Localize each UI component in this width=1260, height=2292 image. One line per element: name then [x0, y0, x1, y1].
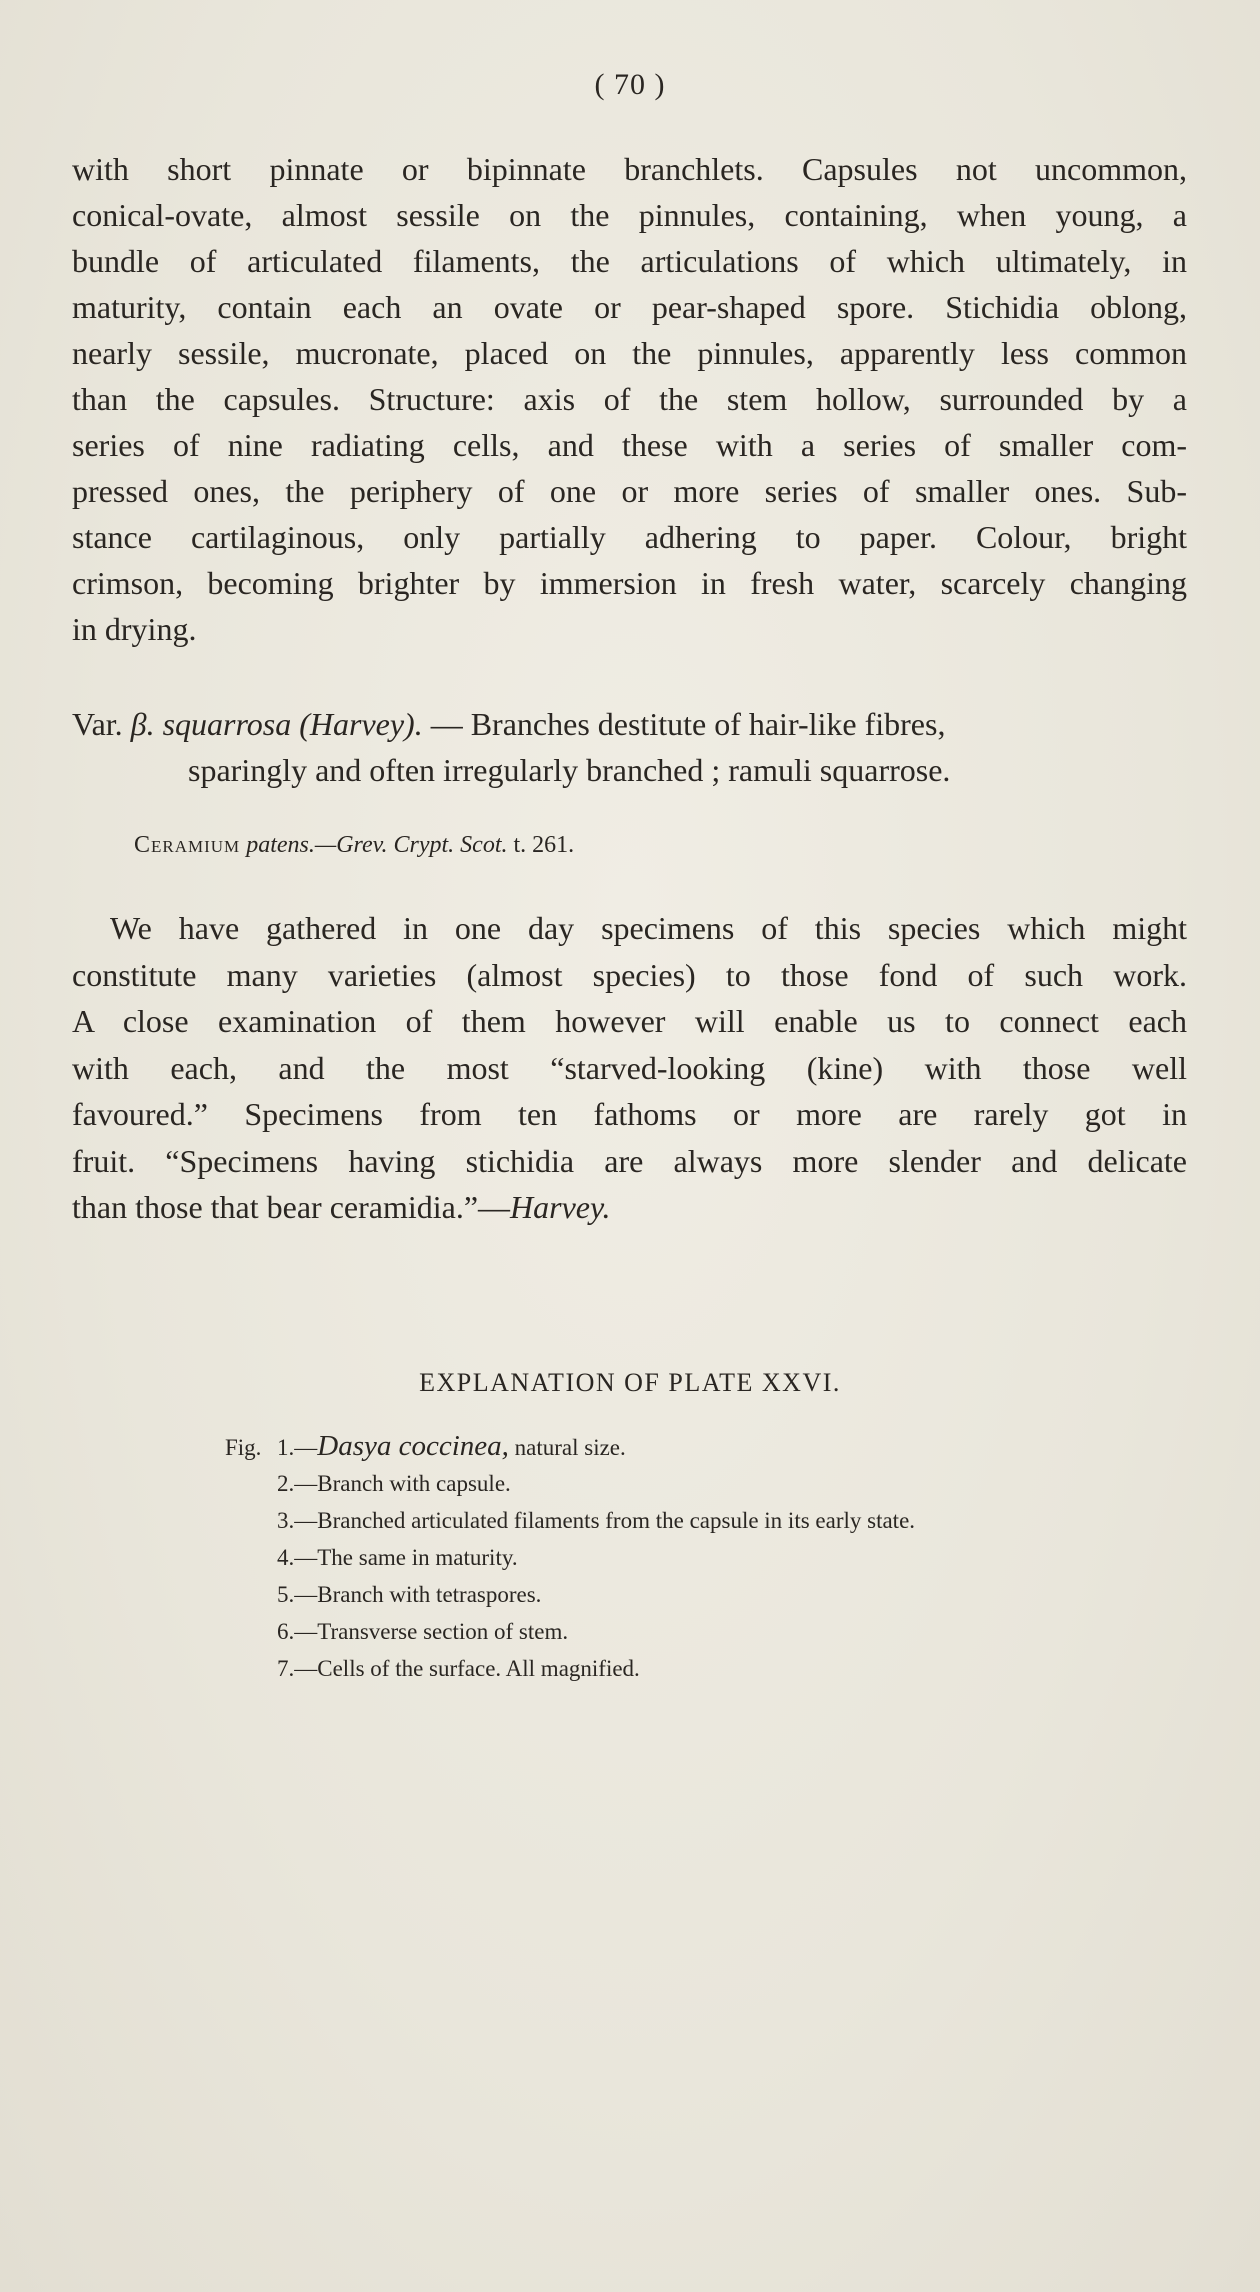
item-text: Branch with capsule. — [317, 1471, 511, 1496]
description-paragraph — [72, 146, 1187, 652]
synonym-genus: Ceramium — [134, 832, 241, 858]
item-text: Cells of the surface. All magnified. — [317, 1656, 640, 1681]
plate-item — [225, 1465, 915, 1502]
item-text: Branch with tetraspores. — [317, 1582, 542, 1607]
observation-paragraph — [72, 905, 1187, 1231]
variety-entry — [72, 701, 1187, 793]
text-line: crimson, becoming brighter by immersion in fresh water, scarcely changing — [72, 565, 1187, 601]
plate-item — [225, 1502, 915, 1539]
variety-greek: β. — [130, 706, 155, 742]
variety-prefix: Var. — [72, 706, 123, 742]
variety-authority: (Harvey). — [299, 706, 423, 742]
item-number: 2.— — [277, 1471, 318, 1496]
text-line: We have gathered in one day specimens of this species which might — [110, 910, 1187, 946]
text-line: constitute many varieties (almost species) to those fond of such work. — [72, 956, 1187, 993]
item-text: Transverse section of stem. — [317, 1619, 569, 1644]
item-number: 7.— — [277, 1656, 318, 1681]
text-line: bundle of articulated filaments, the articulations of which ultimately, in — [72, 243, 1187, 279]
text-line: favoured.” Specimens from ten fathoms or more are rarely got in — [72, 1096, 1187, 1132]
item-text: Branched articulated filaments from the capsule in its early state. — [317, 1508, 916, 1533]
plate-item — [225, 1428, 915, 1465]
plate-item — [225, 1539, 915, 1576]
text-line-last — [72, 1184, 1187, 1231]
item-number: 4.— — [277, 1545, 318, 1570]
plate-item — [225, 1650, 915, 1687]
item-number: 6.— — [277, 1619, 318, 1644]
synonym-reference — [134, 830, 574, 860]
last-line-text: than those that bear ceramidia.”— — [72, 1189, 511, 1225]
item-number: 3.— — [277, 1508, 318, 1533]
text-line: with each, and the most “starved-looking (kine) with those well — [72, 1049, 1187, 1086]
item-text: The same in maturity. — [317, 1545, 518, 1570]
text-line: conical-ovate, almost sessile on the pinnules, containing, when young, a — [72, 197, 1187, 233]
item-text: natural size. — [508, 1435, 626, 1460]
item-number: 5.— — [277, 1582, 318, 1607]
plate-explanation-list — [225, 1428, 915, 1687]
variety-name: squarrosa — [162, 706, 292, 742]
text-line: pressed ones, the periphery of one or more series of smaller ones. Sub- — [72, 473, 1187, 509]
page-number: ( 70 ) — [594, 68, 666, 101]
text-line: series of nine radiating cells, and these with a series of smaller com- — [72, 427, 1187, 463]
synonym-species: patens.—Grev. Crypt. Scot. — [246, 832, 508, 858]
text-line: in drying. — [72, 611, 197, 647]
text-line: maturity, contain each an ovate or pear-shaped spore. Stichidia oblong, — [72, 289, 1187, 325]
variety-line-1 — [72, 701, 1187, 747]
plate-item — [225, 1613, 915, 1650]
text-line: fruit. “Specimens having stichidia are always more slender and delicate — [72, 1142, 1187, 1179]
variety-description: — Branches destitute of hair-like fibres, — [430, 706, 946, 742]
item-number: 1.— — [277, 1435, 318, 1460]
text-line: nearly sessile, mucronate, placed on the pinnules, apparently less common — [72, 335, 1187, 371]
plate-heading: EXPLANATION OF PLATE XXVI. — [419, 1368, 841, 1397]
fig-label: Fig. — [225, 1435, 262, 1460]
text-line: with short pinnate or bipinnate branchlets. Capsules not uncommon, — [72, 151, 1187, 187]
last-line-author: Harvey. — [510, 1189, 611, 1225]
item-species: Dasya coccinea, — [317, 1430, 509, 1462]
variety-line-2: sparingly and often irregularly branched ; ramuli squarrose. — [188, 752, 951, 788]
text-line: than the capsules. Structure: axis of the stem hollow, surrounded by a — [72, 381, 1187, 417]
text-line: A close examination of them however will enable us to connect each — [72, 1003, 1187, 1039]
text-line: stance cartilaginous, only partially adhering to paper. Colour, bright — [72, 519, 1187, 555]
plate-item — [225, 1576, 915, 1613]
synonym-ref: t. 261. — [513, 832, 575, 858]
